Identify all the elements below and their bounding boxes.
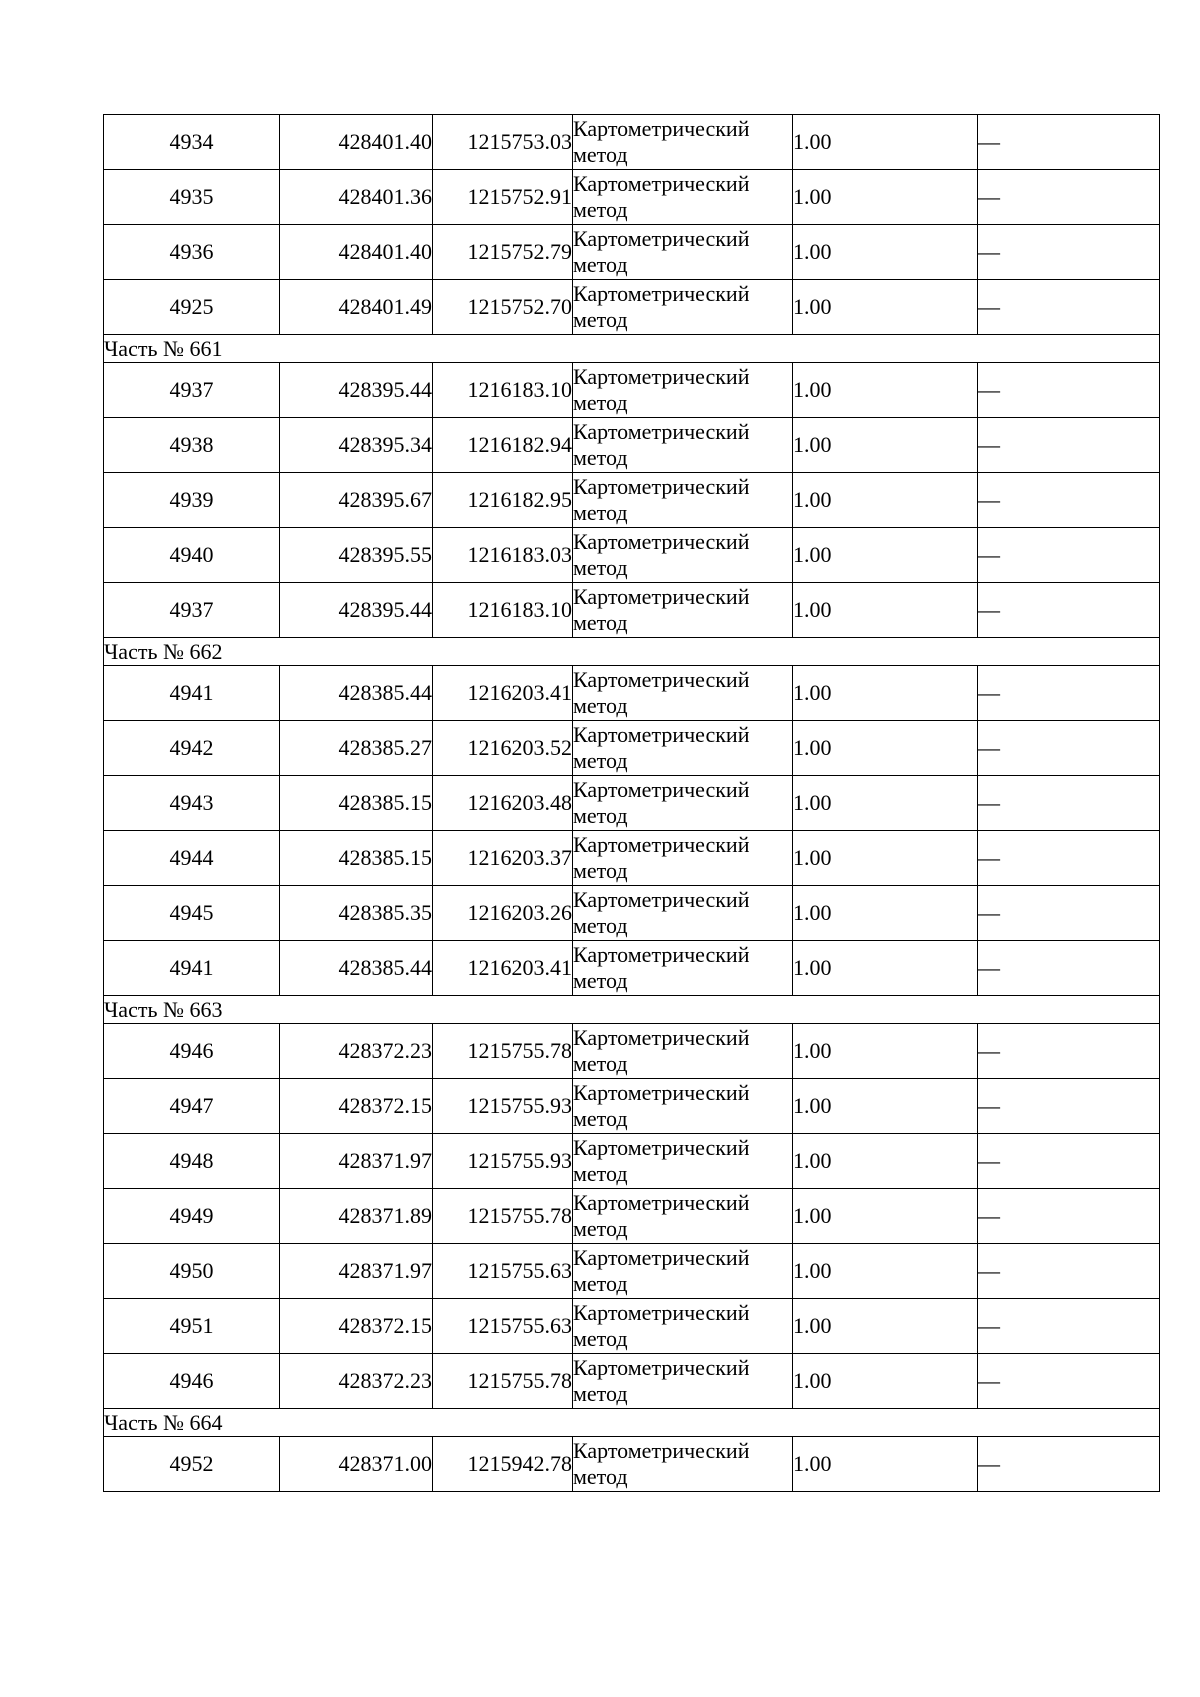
description-cell: — xyxy=(978,941,1160,996)
point-row xyxy=(104,1079,1160,1134)
method-line-1: Картометрический xyxy=(573,667,750,692)
method-cell xyxy=(573,1024,793,1079)
y-coordinate-cell: 1215755.78 xyxy=(433,1354,573,1409)
accuracy-cell: 1.00 xyxy=(793,776,978,831)
description-cell: — xyxy=(978,831,1160,886)
y-coordinate-cell: 1215752.91 xyxy=(433,170,573,225)
point-row xyxy=(104,583,1160,638)
accuracy-cell: 1.00 xyxy=(793,1299,978,1354)
x-coordinate-cell: 428401.49 xyxy=(280,280,433,335)
accuracy-cell: 1.00 xyxy=(793,721,978,776)
y-coordinate-cell: 1216203.41 xyxy=(433,941,573,996)
y-coordinate-cell: 1216203.48 xyxy=(433,776,573,831)
accuracy-cell: 1.00 xyxy=(793,363,978,418)
method-line-2: метод xyxy=(573,1161,628,1186)
method-line-2: метод xyxy=(573,252,628,277)
y-coordinate-cell: 1215752.70 xyxy=(433,280,573,335)
y-coordinate-cell: 1216182.95 xyxy=(433,473,573,528)
x-coordinate-cell: 428401.36 xyxy=(280,170,433,225)
method-line-1: Картометрический xyxy=(573,1080,750,1105)
accuracy-cell: 1.00 xyxy=(793,170,978,225)
method-line-1: Картометрический xyxy=(573,171,750,196)
x-coordinate-cell: 428371.00 xyxy=(280,1437,433,1492)
accuracy-cell: 1.00 xyxy=(793,280,978,335)
method-line-2: метод xyxy=(573,913,628,938)
point-row xyxy=(104,1354,1160,1409)
point-row xyxy=(104,418,1160,473)
method-cell xyxy=(573,721,793,776)
description-cell: — xyxy=(978,886,1160,941)
y-coordinate-cell: 1215755.93 xyxy=(433,1134,573,1189)
description-cell: — xyxy=(978,1134,1160,1189)
description-cell: — xyxy=(978,170,1160,225)
method-line-2: метод xyxy=(573,555,628,580)
y-coordinate-cell: 1216203.41 xyxy=(433,666,573,721)
method-line-1: Картометрический xyxy=(573,722,750,747)
accuracy-cell: 1.00 xyxy=(793,1354,978,1409)
method-line-2: метод xyxy=(573,858,628,883)
method-line-1: Картометрический xyxy=(573,529,750,554)
x-coordinate-cell: 428401.40 xyxy=(280,225,433,280)
y-coordinate-cell: 1216183.10 xyxy=(433,583,573,638)
x-coordinate-cell: 428372.15 xyxy=(280,1299,433,1354)
point-number-cell: 4947 xyxy=(104,1079,280,1134)
point-row xyxy=(104,1134,1160,1189)
method-cell xyxy=(573,886,793,941)
method-line-1: Картометрический xyxy=(573,116,750,141)
point-number-cell: 4951 xyxy=(104,1299,280,1354)
method-line-2: метод xyxy=(573,142,628,167)
x-coordinate-cell: 428395.55 xyxy=(280,528,433,583)
description-cell: — xyxy=(978,418,1160,473)
point-row xyxy=(104,170,1160,225)
point-number-cell: 4946 xyxy=(104,1354,280,1409)
y-coordinate-cell: 1215753.03 xyxy=(433,115,573,170)
point-number-cell: 4937 xyxy=(104,583,280,638)
point-number-cell: 4939 xyxy=(104,473,280,528)
description-cell: — xyxy=(978,280,1160,335)
y-coordinate-cell: 1215755.93 xyxy=(433,1079,573,1134)
point-row xyxy=(104,363,1160,418)
description-cell: — xyxy=(978,583,1160,638)
point-row xyxy=(104,941,1160,996)
method-cell xyxy=(573,1189,793,1244)
y-coordinate-cell: 1215755.63 xyxy=(433,1299,573,1354)
description-cell: — xyxy=(978,666,1160,721)
method-line-2: метод xyxy=(573,1051,628,1076)
method-line-2: метод xyxy=(573,968,628,993)
point-number-cell: 4945 xyxy=(104,886,280,941)
description-cell: — xyxy=(978,776,1160,831)
description-cell: — xyxy=(978,1354,1160,1409)
point-number-cell: 4925 xyxy=(104,280,280,335)
accuracy-cell: 1.00 xyxy=(793,1244,978,1299)
point-number-cell: 4935 xyxy=(104,170,280,225)
method-line-2: метод xyxy=(573,445,628,470)
point-number-cell: 4941 xyxy=(104,941,280,996)
description-cell: — xyxy=(978,1024,1160,1079)
point-number-cell: 4948 xyxy=(104,1134,280,1189)
point-number-cell: 4952 xyxy=(104,1437,280,1492)
description-cell: — xyxy=(978,1437,1160,1492)
method-line-1: Картометрический xyxy=(573,942,750,967)
y-coordinate-cell: 1215755.78 xyxy=(433,1024,573,1079)
method-line-1: Картометрический xyxy=(573,887,750,912)
y-coordinate-cell: 1215755.63 xyxy=(433,1244,573,1299)
point-number-cell: 4934 xyxy=(104,115,280,170)
method-cell xyxy=(573,170,793,225)
point-number-cell: 4943 xyxy=(104,776,280,831)
accuracy-cell: 1.00 xyxy=(793,886,978,941)
coordinates-table xyxy=(103,114,1160,1492)
point-row xyxy=(104,225,1160,280)
point-number-cell: 4937 xyxy=(104,363,280,418)
x-coordinate-cell: 428372.23 xyxy=(280,1354,433,1409)
y-coordinate-cell: 1216203.37 xyxy=(433,831,573,886)
point-row xyxy=(104,1437,1160,1492)
accuracy-cell: 1.00 xyxy=(793,666,978,721)
accuracy-cell: 1.00 xyxy=(793,528,978,583)
method-line-2: метод xyxy=(573,1464,628,1489)
method-cell xyxy=(573,1354,793,1409)
y-coordinate-cell: 1216203.26 xyxy=(433,886,573,941)
method-line-1: Картометрический xyxy=(573,1438,750,1463)
method-line-1: Картометрический xyxy=(573,1245,750,1270)
x-coordinate-cell: 428401.40 xyxy=(280,115,433,170)
method-line-2: метод xyxy=(573,390,628,415)
description-cell: — xyxy=(978,1079,1160,1134)
description-cell: — xyxy=(978,528,1160,583)
point-number-cell: 4942 xyxy=(104,721,280,776)
x-coordinate-cell: 428385.15 xyxy=(280,776,433,831)
accuracy-cell: 1.00 xyxy=(793,583,978,638)
point-row xyxy=(104,776,1160,831)
x-coordinate-cell: 428371.97 xyxy=(280,1244,433,1299)
method-cell xyxy=(573,666,793,721)
accuracy-cell: 1.00 xyxy=(793,1024,978,1079)
point-row xyxy=(104,1299,1160,1354)
point-row xyxy=(104,1189,1160,1244)
x-coordinate-cell: 428395.44 xyxy=(280,363,433,418)
y-coordinate-cell: 1215752.79 xyxy=(433,225,573,280)
part-header-row xyxy=(104,996,1160,1024)
method-line-2: метод xyxy=(573,500,628,525)
method-line-2: метод xyxy=(573,197,628,222)
point-row xyxy=(104,115,1160,170)
method-line-2: метод xyxy=(573,1216,628,1241)
y-coordinate-cell: 1216182.94 xyxy=(433,418,573,473)
accuracy-cell: 1.00 xyxy=(793,1134,978,1189)
method-line-2: метод xyxy=(573,803,628,828)
x-coordinate-cell: 428395.34 xyxy=(280,418,433,473)
x-coordinate-cell: 428385.35 xyxy=(280,886,433,941)
method-line-2: метод xyxy=(573,1326,628,1351)
y-coordinate-cell: 1216183.10 xyxy=(433,363,573,418)
description-cell: — xyxy=(978,721,1160,776)
method-line-2: метод xyxy=(573,1381,628,1406)
method-line-1: Картометрический xyxy=(573,1300,750,1325)
point-number-cell: 4946 xyxy=(104,1024,280,1079)
method-cell xyxy=(573,1134,793,1189)
x-coordinate-cell: 428395.67 xyxy=(280,473,433,528)
method-cell xyxy=(573,280,793,335)
method-cell xyxy=(573,473,793,528)
point-row xyxy=(104,721,1160,776)
y-coordinate-cell: 1215755.78 xyxy=(433,1189,573,1244)
method-line-2: метод xyxy=(573,610,628,635)
method-line-2: метод xyxy=(573,1106,628,1131)
y-coordinate-cell: 1216203.52 xyxy=(433,721,573,776)
point-row xyxy=(104,1024,1160,1079)
accuracy-cell: 1.00 xyxy=(793,831,978,886)
part-label: Часть № 663 xyxy=(104,996,1160,1024)
method-line-2: метод xyxy=(573,693,628,718)
point-row xyxy=(104,1244,1160,1299)
method-line-1: Картометрический xyxy=(573,474,750,499)
point-number-cell: 4941 xyxy=(104,666,280,721)
x-coordinate-cell: 428385.44 xyxy=(280,941,433,996)
method-line-1: Картометрический xyxy=(573,364,750,389)
part-label: Часть № 662 xyxy=(104,638,1160,666)
method-cell xyxy=(573,528,793,583)
method-line-1: Картометрический xyxy=(573,1135,750,1160)
method-cell xyxy=(573,583,793,638)
accuracy-cell: 1.00 xyxy=(793,473,978,528)
method-line-1: Картометрический xyxy=(573,777,750,802)
method-line-1: Картометрический xyxy=(573,281,750,306)
description-cell: — xyxy=(978,473,1160,528)
x-coordinate-cell: 428395.44 xyxy=(280,583,433,638)
method-cell xyxy=(573,115,793,170)
point-row xyxy=(104,528,1160,583)
accuracy-cell: 1.00 xyxy=(793,1437,978,1492)
description-cell: — xyxy=(978,1299,1160,1354)
method-line-1: Картометрический xyxy=(573,226,750,251)
method-line-1: Картометрический xyxy=(573,584,750,609)
method-line-1: Картометрический xyxy=(573,1025,750,1050)
description-cell: — xyxy=(978,225,1160,280)
x-coordinate-cell: 428385.44 xyxy=(280,666,433,721)
accuracy-cell: 1.00 xyxy=(793,1079,978,1134)
point-row xyxy=(104,831,1160,886)
part-label: Часть № 664 xyxy=(104,1409,1160,1437)
method-line-2: метод xyxy=(573,1271,628,1296)
x-coordinate-cell: 428385.27 xyxy=(280,721,433,776)
point-number-cell: 4936 xyxy=(104,225,280,280)
x-coordinate-cell: 428371.89 xyxy=(280,1189,433,1244)
method-cell xyxy=(573,776,793,831)
accuracy-cell: 1.00 xyxy=(793,225,978,280)
point-row xyxy=(104,666,1160,721)
method-cell xyxy=(573,363,793,418)
part-header-row xyxy=(104,1409,1160,1437)
method-line-2: метод xyxy=(573,748,628,773)
description-cell: — xyxy=(978,1244,1160,1299)
description-cell: — xyxy=(978,363,1160,418)
x-coordinate-cell: 428372.23 xyxy=(280,1024,433,1079)
point-number-cell: 4944 xyxy=(104,831,280,886)
method-line-1: Картометрический xyxy=(573,1355,750,1380)
point-row xyxy=(104,886,1160,941)
x-coordinate-cell: 428385.15 xyxy=(280,831,433,886)
method-cell xyxy=(573,1244,793,1299)
point-number-cell: 4950 xyxy=(104,1244,280,1299)
point-number-cell: 4940 xyxy=(104,528,280,583)
coordinates-table-body xyxy=(104,115,1160,1492)
x-coordinate-cell: 428372.15 xyxy=(280,1079,433,1134)
accuracy-cell: 1.00 xyxy=(793,115,978,170)
method-cell xyxy=(573,1079,793,1134)
method-cell xyxy=(573,225,793,280)
method-line-1: Картометрический xyxy=(573,832,750,857)
accuracy-cell: 1.00 xyxy=(793,418,978,473)
method-line-1: Картометрический xyxy=(573,1190,750,1215)
method-cell xyxy=(573,1299,793,1354)
part-label: Часть № 661 xyxy=(104,335,1160,363)
description-cell: — xyxy=(978,115,1160,170)
point-row xyxy=(104,473,1160,528)
method-cell xyxy=(573,831,793,886)
method-cell xyxy=(573,1437,793,1492)
accuracy-cell: 1.00 xyxy=(793,941,978,996)
y-coordinate-cell: 1216183.03 xyxy=(433,528,573,583)
point-row xyxy=(104,280,1160,335)
method-cell xyxy=(573,941,793,996)
point-number-cell: 4938 xyxy=(104,418,280,473)
method-cell xyxy=(573,418,793,473)
part-header-row xyxy=(104,335,1160,363)
point-number-cell: 4949 xyxy=(104,1189,280,1244)
description-cell: — xyxy=(978,1189,1160,1244)
accuracy-cell: 1.00 xyxy=(793,1189,978,1244)
y-coordinate-cell: 1215942.78 xyxy=(433,1437,573,1492)
method-line-1: Картометрический xyxy=(573,419,750,444)
part-header-row xyxy=(104,638,1160,666)
method-line-2: метод xyxy=(573,307,628,332)
x-coordinate-cell: 428371.97 xyxy=(280,1134,433,1189)
